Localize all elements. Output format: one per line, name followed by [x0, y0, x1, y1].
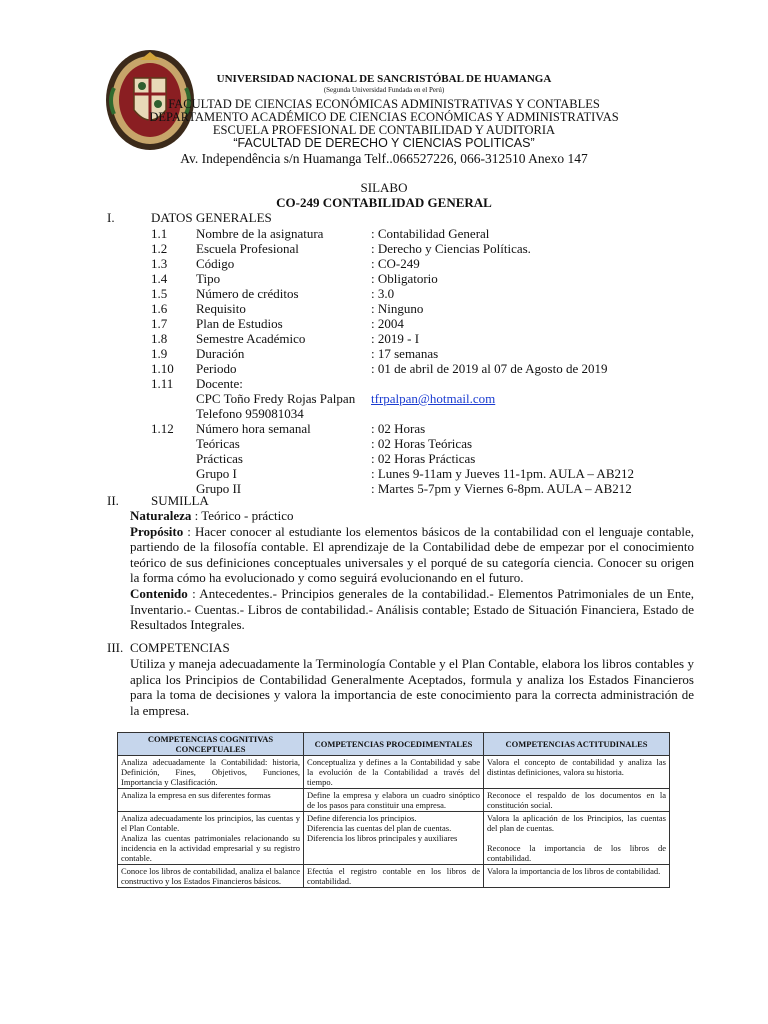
section-2-number: II. — [107, 493, 119, 508]
teacher-name: CPC Toño Fredy Rojas Palpan — [196, 391, 356, 406]
naturaleza-line: Naturaleza : Teórico - práctico — [130, 508, 294, 523]
column-header: COMPETENCIAS PROCEDIMENTALES — [304, 733, 484, 756]
table-header-row — [118, 733, 670, 756]
section-3-title: COMPETENCIAS — [130, 640, 230, 655]
table-cell: Efectúa el registro contable en los libros de contabilidad. — [304, 865, 484, 888]
faculty-law-name: “FACULTAD DE DERECHO Y CIENCIAS POLITICAS” — [233, 136, 535, 150]
competencias-text: Utiliza y maneja adecuadamente la Terminología Contable y el Plan Contable, elabora los libros contables y aplica los Principios de Contabilidad Generalmente Aceptados, formula y analiza los Estados Financieros para la toma de decisiones y valora la importancia de este conocimiento para la correcta administración de la empresa. — [130, 656, 694, 718]
section-1-number: I. — [107, 210, 115, 225]
table-cell: Analiza adecuadamente la Contabilidad: historia, Definición, Fines, Objetivos, Funciones, Importancia y Clasificación. — [118, 756, 304, 789]
teacher-phone: Telefono 959081034 — [196, 406, 304, 421]
column-header: COMPETENCIAS COGNITIVAS CONCEPTUALES — [118, 733, 304, 756]
section-2-title: SUMILLA — [151, 493, 209, 508]
section-1-title: DATOS GENERALES — [151, 210, 272, 225]
document-type: SILABO — [360, 180, 408, 195]
contenido-paragraph: Contenido : Antecedentes.- Principios generales de la contabilidad.- Elementos Patrimoniales de un Ente, Inventario.- Cuentas.- Libros de contabilidad.- Análisis contable; Estado de Situación Financiera, Estado de Resultados Integrales. — [130, 585, 694, 633]
address-line: Av. Independência s/n Huamanga Telf..066527226, 066-312510 Anexo 147 — [180, 151, 588, 166]
table-cell: Analiza la empresa en sus diferentes formas — [118, 789, 304, 812]
proposito-paragraph: Propósito : Hacer conocer al estudiante los elementos básicos de la contabilidad con el lenguaje contable, partiendo de la filosofía contable. El aprendizaje de la Contabilidad debe de empezar por el conocimiento teórico de sus definiciones conceptuales universales y el porqué de su categoría ciencia. Conocer su origen la forma cómo ha evolucionado y como seguirá evolucionando en el futuro. — [130, 523, 694, 586]
table-row — [118, 756, 670, 789]
school-name: ESCUELA PROFESIONAL DE CONTABILIDAD Y AUDITORIA — [212, 123, 556, 137]
course-title: CO-249 CONTABILIDAD GENERAL — [276, 195, 492, 210]
table-row — [118, 789, 670, 812]
competencias-table — [117, 732, 670, 888]
table-cell: Conoce los libros de contabilidad, analiza el balance constructivo y los Estados Financieros básicos. — [118, 865, 304, 888]
column-header: COMPETENCIAS ACTITUDINALES — [484, 733, 670, 756]
table-row — [118, 865, 670, 888]
sumilla-text — [130, 508, 694, 633]
table-cell: Define la empresa y elabora un cuadro sinóptico de los pasos para constituir una empresa. — [304, 789, 484, 812]
university-subtitle: (Segunda Universidad Fundada en el Perú) — [323, 86, 445, 94]
table-cell: Valora el concepto de contabilidad y analiza las distintas definiciones, valora su historia. — [484, 756, 670, 789]
table-cell: Analiza adecuadamente los principios, las cuentas y el Plan Contable. Analiza las cuentas patrimoniales relacionando su incidencia en la actividad empresarial y su registro contable. — [118, 812, 304, 865]
department-name: DEPARTAMENTO ACADÉMICO DE CIENCIAS ECONÓMICAS Y ADMINISTRATIVAS — [149, 110, 619, 124]
table-cell: Valora la aplicación de los Principios, las cuentas del plan de cuentas. Reconoce la importancia de los libros de contabilidad. — [484, 812, 670, 865]
table-cell: Reconoce el respaldo de los documentos en la constitución social. — [484, 789, 670, 812]
table-cell: Define diferencia los principios. Diferencia las cuentas del plan de cuentas. Diferencia los libros principales y auxiliares — [304, 812, 484, 865]
section-3-number: III. — [107, 640, 124, 655]
table-cell: Valora la importancia de los libros de contabilidad. — [484, 865, 670, 888]
university-name: UNIVERSIDAD NACIONAL DE SANCRISTÓBAL DE HUAMANGA — [216, 73, 552, 85]
table-row — [118, 812, 670, 865]
faculty-name: FACULTAD DE CIENCIAS ECONÓMICAS ADMINISTRATIVAS Y CONTABLES — [168, 97, 600, 111]
table-cell: Conceptualiza y defines a la Contabilidad y sabe la evolución de la Contabilidad a través del tiempo. — [304, 756, 484, 789]
teacher-email-link[interactable]: tfrpalpan@hotmail.com — [371, 391, 496, 406]
